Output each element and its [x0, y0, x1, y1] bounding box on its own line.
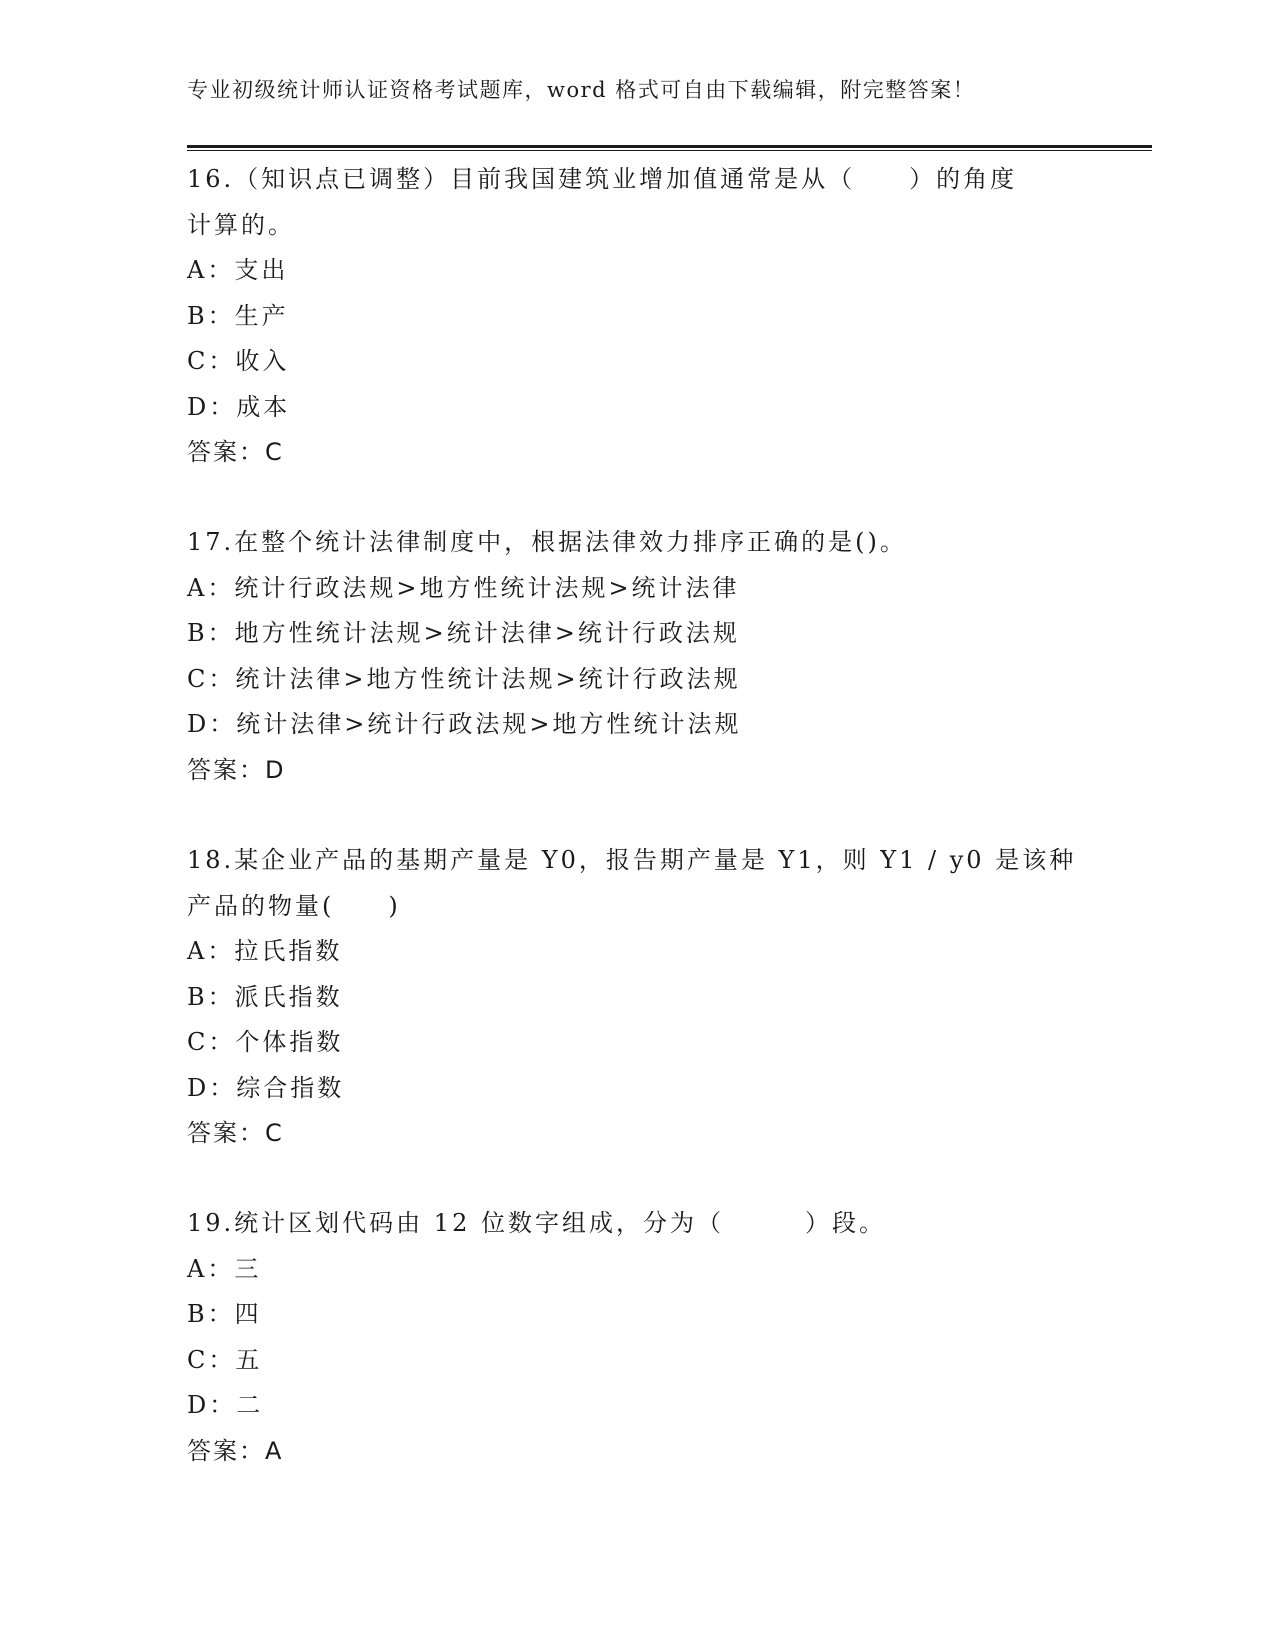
question-stem: 18.某企业产品的基期产量是 Y0，报告期产量是 Y1，则 Y1 / y0 是该种 [187, 846, 1077, 874]
question-stem: 产品的物量( ) [187, 891, 401, 920]
question-stem: 计算的。 [187, 210, 295, 239]
option-c: C：统计法律>地方性统计法规>统计行政法规 [187, 664, 741, 693]
question-stem: 19.统计区划代码由 12 位数字组成，分为（ ）段。 [187, 1209, 886, 1237]
header-divider-thin [187, 150, 1152, 151]
question-17 [187, 520, 1087, 793]
option-a: A：拉氏指数 [187, 937, 343, 965]
option-c: C：五 [187, 1345, 263, 1374]
question-19 [187, 1201, 1087, 1474]
option-c: C：收入 [187, 347, 290, 375]
option-b: B：生产 [187, 301, 289, 330]
question-stem: 16.（知识点已调整）目前我国建筑业增加值通常是从（ ）的角度 [187, 165, 1018, 193]
question-16 [187, 157, 1087, 476]
option-d: D：成本 [187, 392, 291, 421]
answer: 答案：D [187, 755, 286, 784]
option-b: B：四 [187, 1300, 262, 1328]
header-divider-thick [187, 145, 1152, 148]
question-stem: 17.在整个统计法律制度中，根据法律效力排序正确的是()。 [187, 528, 907, 556]
option-a: A：三 [187, 1254, 262, 1283]
answer: 答案：A [187, 1436, 284, 1465]
option-b: B：地方性统计法规>统计法律>统计行政法规 [187, 619, 740, 647]
option-a: A：支出 [187, 256, 289, 284]
question-18 [187, 838, 1087, 1157]
option-c: C：个体指数 [187, 1028, 344, 1056]
document-header: 专业初级统计师认证资格考试题库，word 格式可自由下载编辑，附完整答案！ [187, 78, 976, 102]
answer: 答案：C [187, 438, 284, 466]
option-d: D：统计法律>统计行政法规>地方性统计法规 [187, 710, 742, 738]
option-a: A：统计行政法规>地方性统计法规>统计法律 [187, 573, 740, 602]
option-d: D：综合指数 [187, 1073, 345, 1102]
option-d: D：二 [187, 1391, 264, 1419]
answer: 答案：C [187, 1119, 284, 1147]
option-b: B：派氏指数 [187, 982, 343, 1011]
